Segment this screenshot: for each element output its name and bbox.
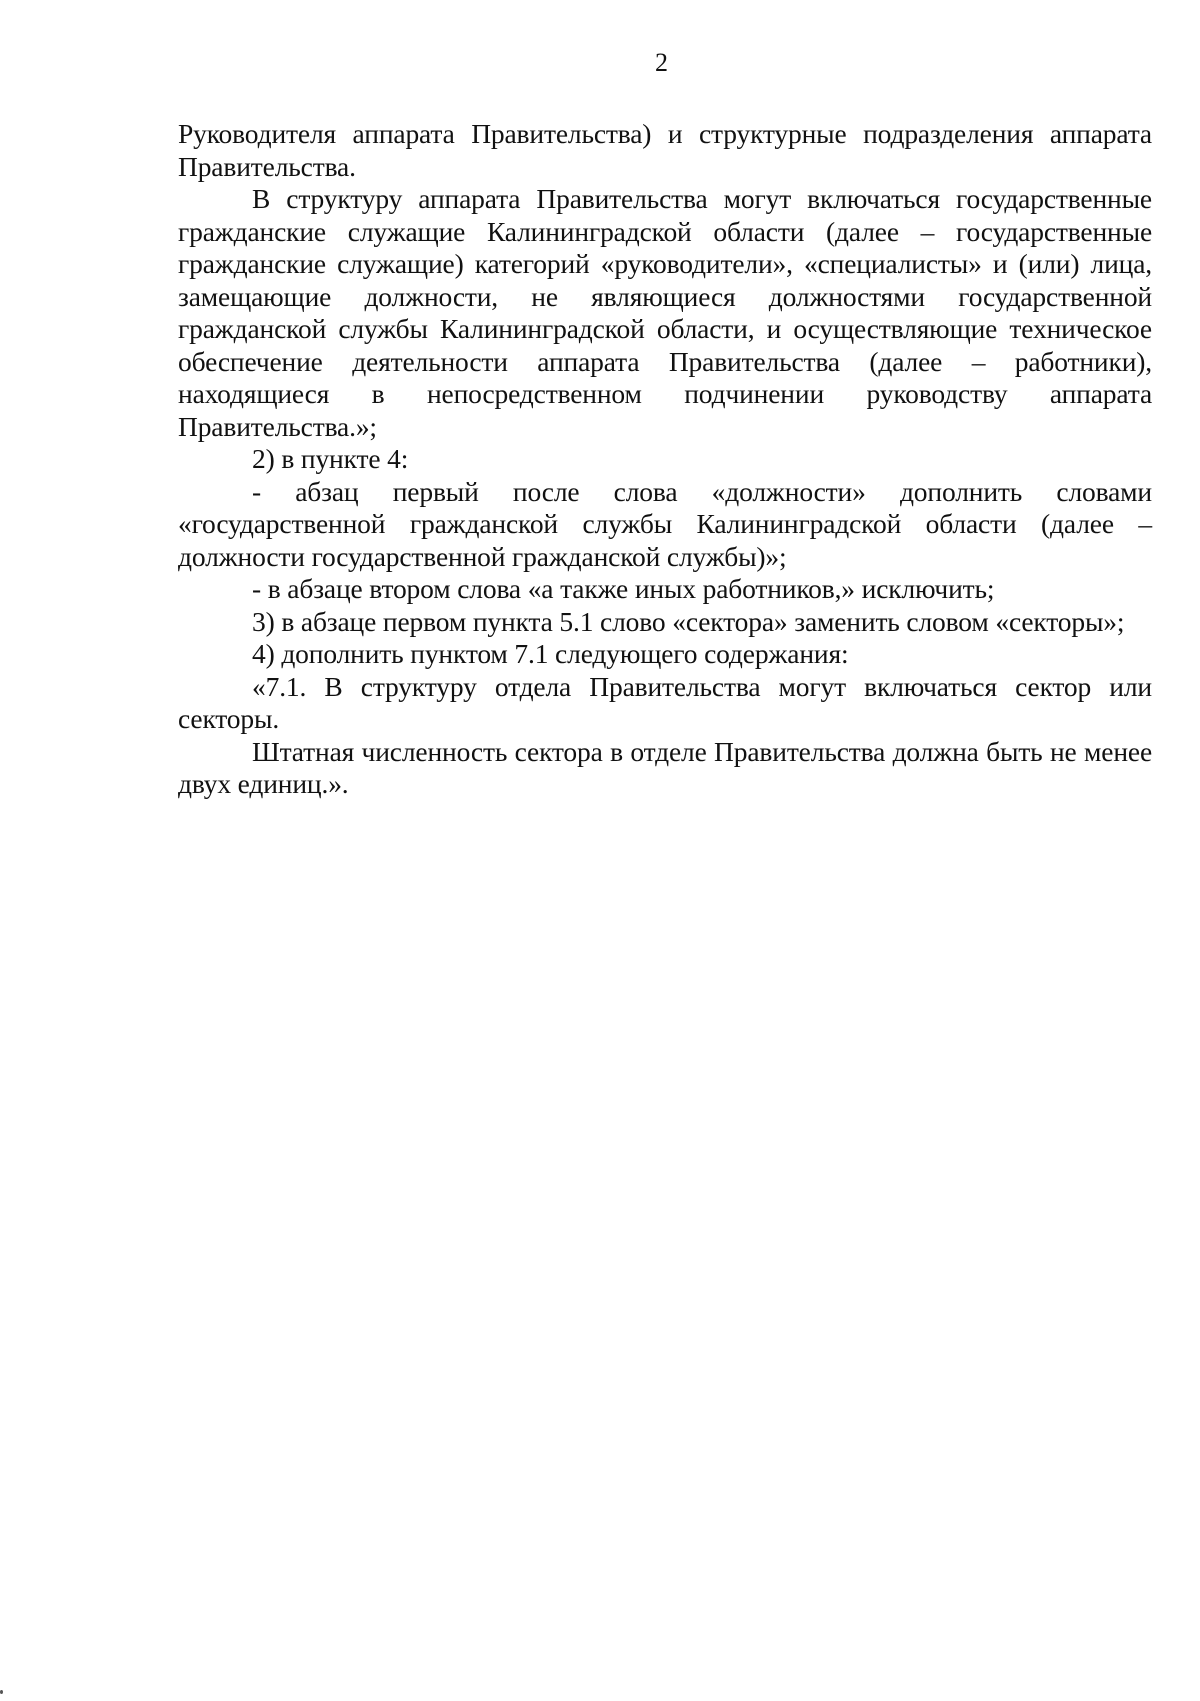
- page-number: 2: [655, 48, 668, 77]
- paragraph-second-abzac-amendment: - в абзаце втором слова «а также иных работников,» исключить;: [252, 573, 995, 604]
- paragraph-first-abzac-amendment: - абзац первый после слова «должности» дополнить словами «государственной гражданской службы Калининградской области (далее – должности государственной гражданской службы)»;: [178, 475, 1152, 572]
- document-body: [178, 118, 1152, 801]
- paragraph-sector-staffing: Штатная численность сектора в отделе Правительства должна быть не менее двух единиц.».: [178, 735, 1152, 799]
- paragraph-point-3: 3) в абзаце первом пункта 5.1 слово «сектора» заменить словом «секторы»;: [252, 605, 1125, 637]
- paragraph-point-2: 2) в пункте 4:: [252, 443, 409, 474]
- paragraph-structure-staff: В структуру аппарата Правительства могут включаться государственные гражданские служащие Калининградской области (далее – государственные гражданские служащие) категорий «руководители», «специалисты» и (или) лица, замещающие должности, не являющиеся должностями государственной гражданской службы Калининградской области, и осуществляющие техническое обеспечение деятельности аппарата Правительства (далее – работники), находящиеся в непосредственном подчинении руководству аппарата Правительства.»;: [178, 183, 1152, 442]
- paragraph-new-point-7-1: «7.1. В структуру отдела Правительства могут включаться сектор или секторы.: [178, 670, 1152, 734]
- scan-mark: [0, 1690, 3, 1694]
- paragraph-point-4: 4) дополнить пунктом 7.1 следующего содержания:: [252, 638, 849, 669]
- paragraph-continuation: Руководителя аппарата Правительства) и структурные подразделения аппарата Правительства.: [178, 118, 1152, 182]
